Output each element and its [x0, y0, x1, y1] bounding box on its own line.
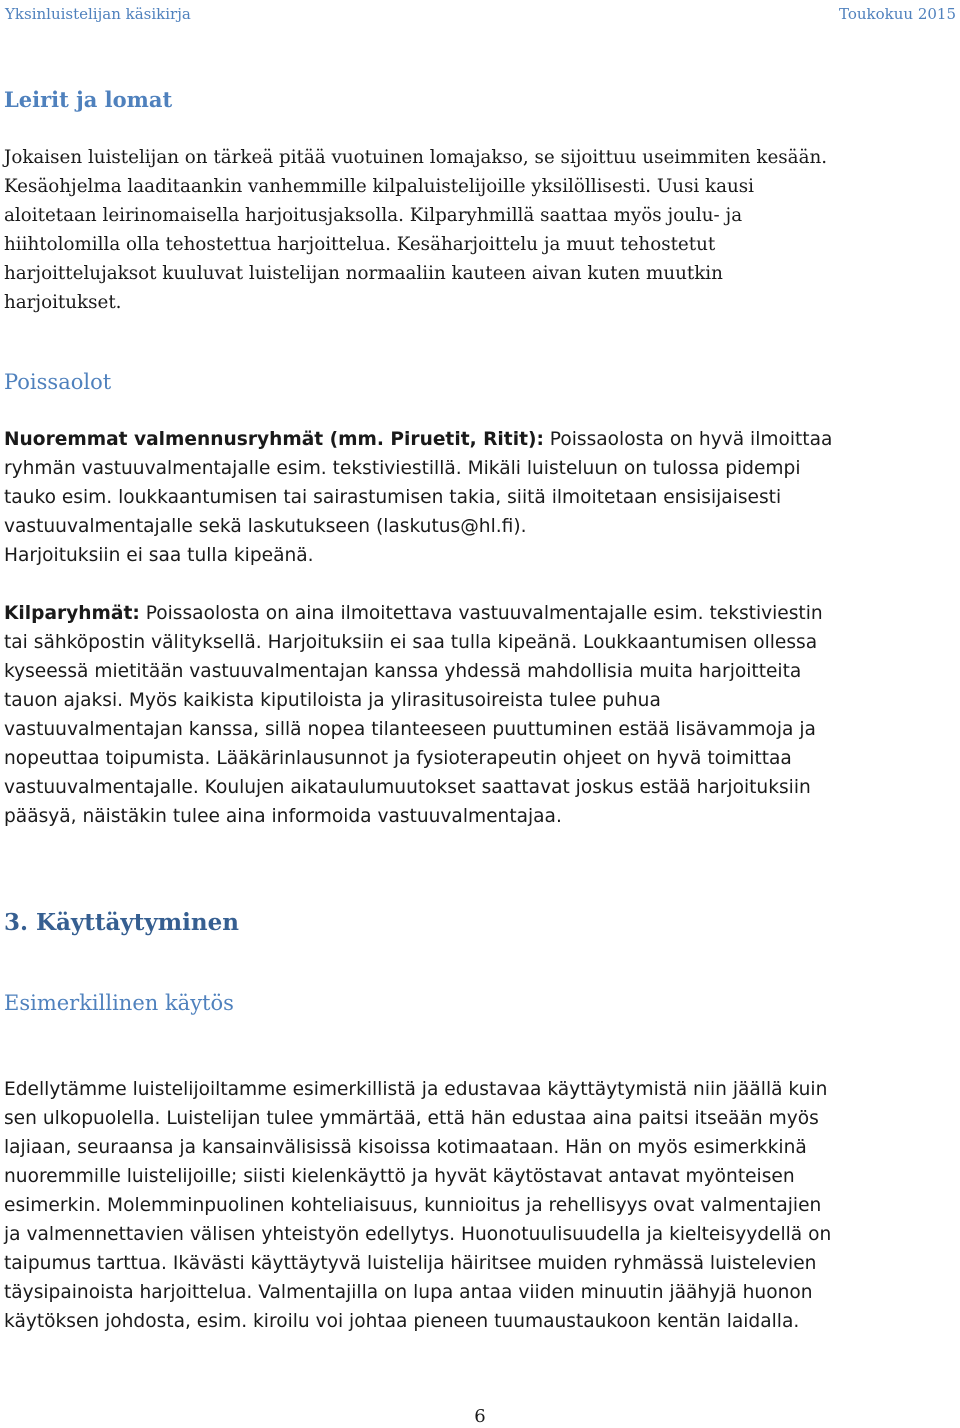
paragraph-body-nuoremmat: Poissaolosta on hyvä ilmoittaa ryhmän vastuuvalmentajalle esim. tekstiviestillä. Mikäli luisteluun on tulossa pidempi tauko esim. loukkaantumisen tai sairastumisen takia, siitä ilmoitetaan ensisijaisesti vastuuvalmentajalle sekä laskutukseen (laskutus@hl.fi). Harjoituksiin ei saa tulla kipeänä.	[4, 429, 833, 566]
paragraph-lead-kilparyhmat: Kilparyhmät:	[4, 603, 140, 624]
paragraph-nuoremmat	[4, 425, 956, 570]
section-title-leirit: Leirit ja lomat	[4, 87, 173, 112]
paragraph-leirit: Jokaisen luistelijan on tärkeä pitää vuotuinen lomajakso, se sijoittuu useimmiten kesään. Kesäohjelma laaditaankin vanhemmille kilpaluistelijoille yksilöllisesti. Uusi kausi aloitetaan leirinomaisella harjoitusjaksolla. Kilparyhmillä saattaa myös joulu- ja hiihtolomilla olla tehostettua harjoittelua. Kesäharjoittelu ja muut tehostetut harjoittelujaksot kuuluvat luistelijan normaaliin kauteen aivan kuten muutkin harjoitukset.	[4, 147, 828, 313]
document-title: Yksinluistelijan käsikirja	[5, 5, 191, 23]
paragraph-lead-nuoremmat: Nuoremmat valmennusryhmät (mm. Piruetit, Ritit):	[4, 429, 544, 450]
chapter-title: 3. Käyttäytyminen	[4, 909, 239, 936]
paragraph-esimerkillinen: Edellytämme luistelijoiltamme esimerkillistä ja edustavaa käyttäytymistä niin jäällä kuin sen ulkopuolella. Luistelijan tulee ymmärtää, että hän edustaa aina paitsi itseään myös lajiaan, seuraansa ja kansainvälisissä kisoissa kotimaataan. Hän on myös esimerkkinä nuoremmille luistelijoille; siisti kielenkäyttö ja hyvät käytöstavat antavat myönteisen esimerkin. Molemminpuolinen kohteliaisuus, kunnioitus ja rehellisyys ovat valmentajien ja valmennettavien välisen yhteistyön edellytys. Huonotuulisuudella ja kielteisyydellä on taipumus tarttua. Ikävästi käyttäytyvä luistelija häiritsee muiden ryhmässä luistelevien täysipainoista harjoittelua. Valmentajilla on lupa antaa viiden minuutin jäähyjä huonon käytöksen johdosta, esim. kiroilu voi johtaa pieneen tuumaustaukoon kentän laidalla.	[4, 1079, 832, 1332]
section-title-poissaolot: Poissaolot	[4, 370, 112, 394]
section-title-esimerkillinen: Esimerkillinen käytös	[4, 991, 234, 1015]
paragraph-kilparyhmat	[4, 599, 956, 831]
running-header	[5, 5, 956, 23]
document-date: Toukokuu 2015	[838, 5, 956, 23]
page-number: 6	[474, 1406, 486, 1427]
paragraph-body-kilparyhmat: Poissaolosta on aina ilmoitettava vastuuvalmentajalle esim. tekstiviestin tai sähköpostin välityksellä. Harjoituksiin ei saa tulla kipeänä. Loukkaantumisen ollessa kyseessä mietitään vastuuvalmentajan kanssa yhdessä mahdollisia muita harjoitteita tauon ajaksi. Myös kaikista kiputiloista ja ylirasitusoireista tulee puhua vastuuvalmentajan kanssa, sillä nopea tilanteeseen puuttuminen estää lisävammoja ja nopeuttaa toipumista. Lääkärinlausunnot ja fysioterapeutin ohjeet on hyvä toimittaa vastuuvalmentajalle. Koulujen aikataulumuutokset saattavat joskus estää harjoituksiin pääsyä, näistäkin tulee aina informoida vastuuvalmentajaa.	[4, 603, 823, 827]
